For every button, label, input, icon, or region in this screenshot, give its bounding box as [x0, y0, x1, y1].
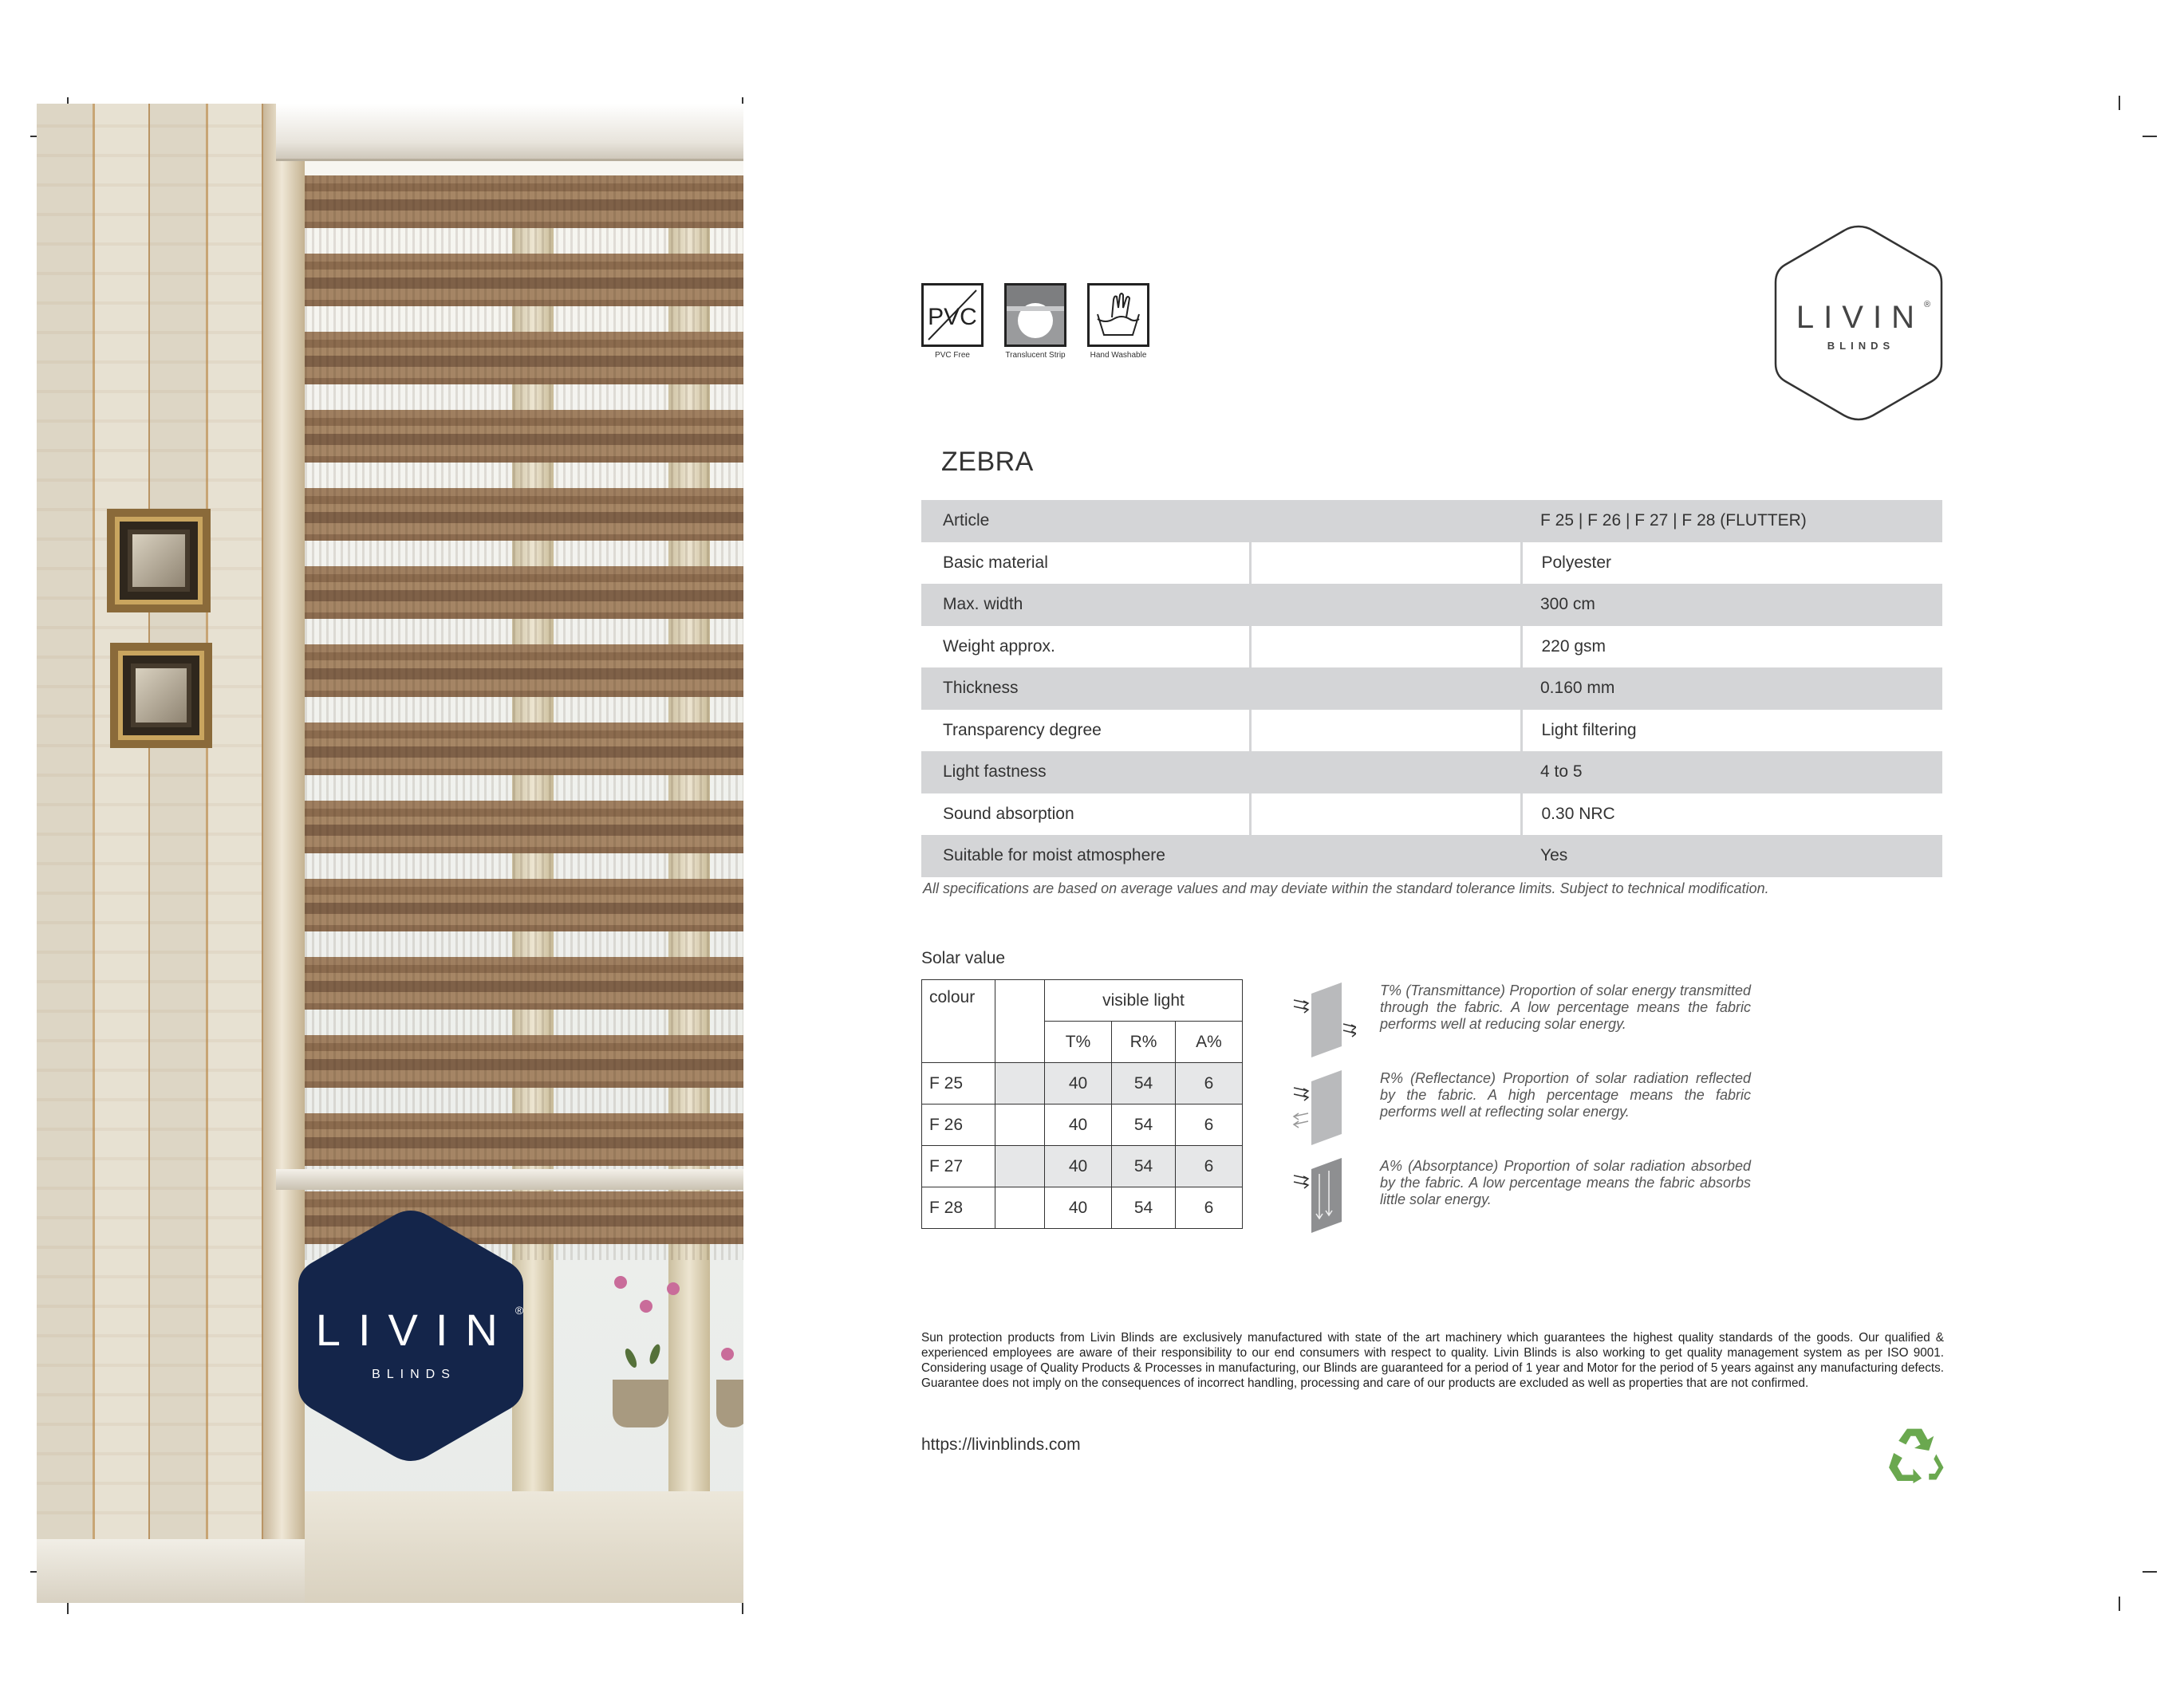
flower [640, 1300, 652, 1313]
table-row: F 25 40 54 6 [922, 1063, 1243, 1105]
picture-frame [110, 643, 212, 748]
picture-frame [107, 509, 211, 612]
table-row: F 28 40 54 6 [922, 1187, 1243, 1229]
skirting-board [37, 1539, 305, 1603]
absorptance-icon [1292, 1155, 1356, 1234]
reflectance-icon [1292, 1067, 1356, 1147]
spec-note: All specifications are based on average values and may deviate within the standard tolerance limits. Subject to technical modification. [923, 880, 1769, 896]
hand-washable-icon [1087, 283, 1149, 347]
table-row: colour visible light [922, 980, 1243, 1022]
crop-mark [2143, 136, 2157, 137]
table-row: Max. width 300 cm [921, 584, 1942, 626]
solar-title: Solar value [921, 949, 1006, 967]
guarantee-text: Sun protection products from Livin Blinds are exclusively manufactured with state of the art machinery which guarantees the highest quality standards of the goods. Our qualified & experienced employees are aware of their responsibility to our end consumers with respect to quality. Livin Blinds is also working to get quality management system as per ISO 9001. Considering usage of Quality Products & Processes in manufacturing, our Blinds are guaranteed for a period of 1 year and Motor for the period of 5 years against any manufacturing defects. Guarantee does not imply on the consequences of incorrect handling, processing and care of our products are excluded as well as properties that are not confirmed. [921, 1331, 1944, 1390]
table-row: T% R% A% [922, 1022, 1243, 1063]
flower-pot [613, 1380, 668, 1427]
blind-headrail [276, 104, 743, 161]
legend-text: A% (Absorptance) Proportion of solar radiation absorbed by the fabric. A low percentage means the fabric absorbs little solar energy. [1380, 1158, 1751, 1207]
crop-mark [2119, 96, 2120, 110]
blind-bottom-rail [276, 1169, 743, 1190]
table-row: Article F 25 | F 26 | F 27 | F 28 (FLUTTER) [921, 500, 1942, 542]
window-sill [305, 1491, 743, 1603]
table-row: Light fastness 4 to 5 [921, 751, 1942, 793]
flower-pot [716, 1380, 743, 1427]
transmittance-icon [1292, 979, 1356, 1059]
pvc-free-icon [921, 283, 984, 347]
legend-text: R% (Reflectance) Proportion of solar radiation reflected by the fabric. A high percentage means the fabric performs well at reflecting solar energy. [1380, 1070, 1751, 1120]
table-row: F 26 40 54 6 [922, 1105, 1243, 1146]
recycle-icon [1884, 1423, 1945, 1483]
translucent-strip-caption: Translucent Strip [1005, 351, 1066, 360]
translucent-strip-icon [1004, 283, 1066, 347]
flower [667, 1282, 680, 1295]
badge-brand: LIVIN® [315, 1304, 524, 1355]
table-row: Transparency degree Light filtering [921, 710, 1942, 752]
product-title: ZEBRA [941, 447, 1034, 477]
table-row: Thickness 0.160 mm [921, 667, 1942, 710]
badge-subtitle: BLINDS [372, 1368, 456, 1381]
pvc-free-caption: PVC Free [935, 351, 970, 360]
legend-text: T% (Transmittance) Proportion of solar energy transmitted through the fabric. A low percentage means the fabric performs well at reducing solar energy. [1380, 982, 1751, 1032]
crop-mark [742, 1603, 743, 1614]
table-row: Suitable for moist atmosphere Yes [921, 835, 1942, 877]
logo-subtitle: BLINDS [1827, 340, 1895, 352]
hand-washable-caption: Hand Washable [1090, 351, 1147, 360]
table-row: Sound absorption 0.30 NRC [921, 793, 1942, 836]
solar-table [921, 979, 1243, 1229]
livin-logo [1772, 223, 1945, 423]
crop-mark [2143, 1571, 2157, 1573]
spec-table [921, 500, 1942, 877]
logo-brand: LIVIN® [1796, 300, 1931, 335]
table-row: Weight approx. 220 gsm [921, 626, 1942, 668]
crop-mark [2119, 1597, 2120, 1611]
crop-mark [67, 1603, 69, 1614]
website-link[interactable]: https://livinblinds.com [921, 1435, 1081, 1454]
table-row: F 27 40 54 6 [922, 1146, 1243, 1187]
flower [614, 1276, 627, 1289]
product-photo [37, 104, 743, 1603]
table-row: Basic material Polyester [921, 542, 1942, 585]
svg-text:PVC: PVC [928, 304, 977, 330]
